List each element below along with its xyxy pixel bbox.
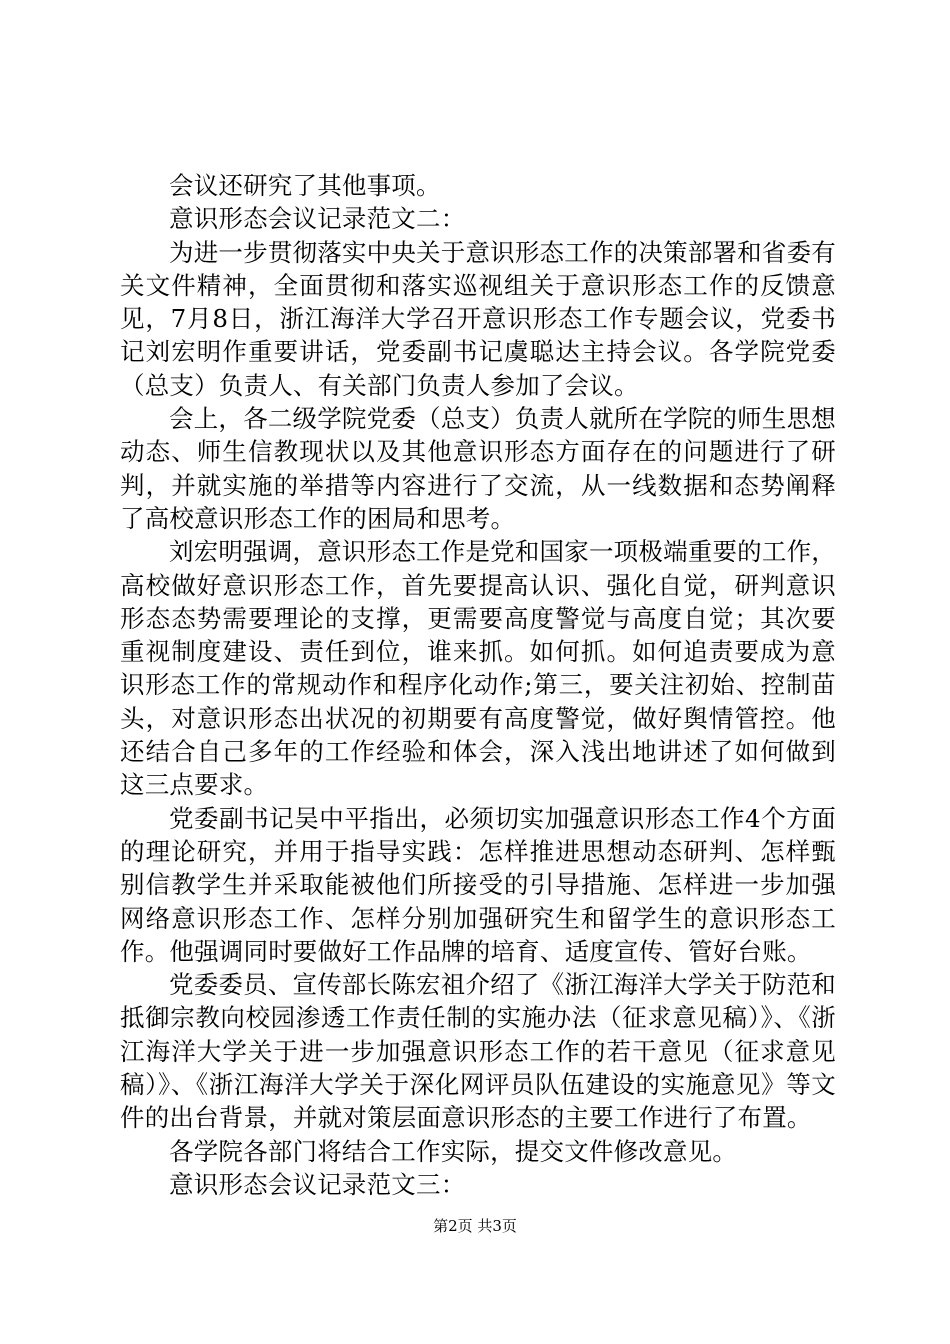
paragraph-liu-speech: 刘宏明强调，意识形态工作是党和国家一项极端重要的工作，高校做好意识形态工作，首先要提高认识、强化自觉，研判意识形态态势需要理论的支撑，更需要高度警觉与高度自觉；其次要重视制度建设、责任到位，谁来抓。如何抓。如何追责要成为意识形态工作的常规动作和程序化动作;第三，要关注初始、控制苗头，对意识形态出状况的初期要有高度警觉，做好舆情管控。他还结合自己多年的工作经验和体会，深入浅出地讲述了如何做到这三点要求。 (120, 537, 836, 800)
document-body (120, 169, 836, 1201)
page-number-footer: 第2页 共3页 (433, 1217, 517, 1235)
section-heading-example-2: 意识形态会议记录范文二： (169, 204, 466, 234)
paragraph-chen-briefing: 党委委员、宣传部长陈宏祖介绍了《浙江海洋大学关于防范和抵御宗教向校园渗透工作责任制的实施办法（征求意见稿）》、《浙江海洋大学关于进一步加强意识形态工作的若干意见（征求意见稿）》、《浙江海洋大学关于深化网评员队伍建设的实施意见》等文件的出台背景，并就对策层面意识形态的主要工作进行了布置。 (120, 970, 836, 1133)
paragraph-meeting-intro: 为进一步贯彻落实中央关于意识形态工作的决策部署和省委有关文件精神，全面贯彻和落实巡视组关于意识形态工作的反馈意见，7月8日，浙江海洋大学召开意识形态工作专题会议，党委书记刘宏明作重要讲话，党委副书记虞聪达主持会议。各学院党委（总支）负责人、有关部门负责人参加了会议。 (120, 237, 836, 400)
paragraph-discussion: 会上，各二级学院党委（总支）负责人就所在学院的师生思想动态、师生信教现状以及其他意识形态方面存在的问题进行了研判，并就实施的举措等内容进行了交流，从一线数据和态势阐释了高校意识形态工作的困局和思考。 (120, 404, 836, 533)
section-heading-example-3: 意识形态会议记录范文三： (169, 1169, 466, 1199)
paragraph-closing-note: 会议还研究了其他事项。 (169, 171, 441, 200)
paragraph-feedback-note: 各学院各部门将结合工作实际，提交文件修改意见。 (169, 1136, 738, 1166)
paragraph-wu-remarks: 党委副书记吴中平指出，必须切实加强意识形态工作4个方面的理论研究，并用于指导实践：怎样推进思想动态研判、怎样甄别信教学生并采取能被他们所接受的引导措施、怎样进一步加强网络意识形态工作、怎样分别加强研究生和留学生的意识形态工作。他强调同时要做好工作品牌的培育、适度宣传、管好台账。 (120, 803, 836, 966)
